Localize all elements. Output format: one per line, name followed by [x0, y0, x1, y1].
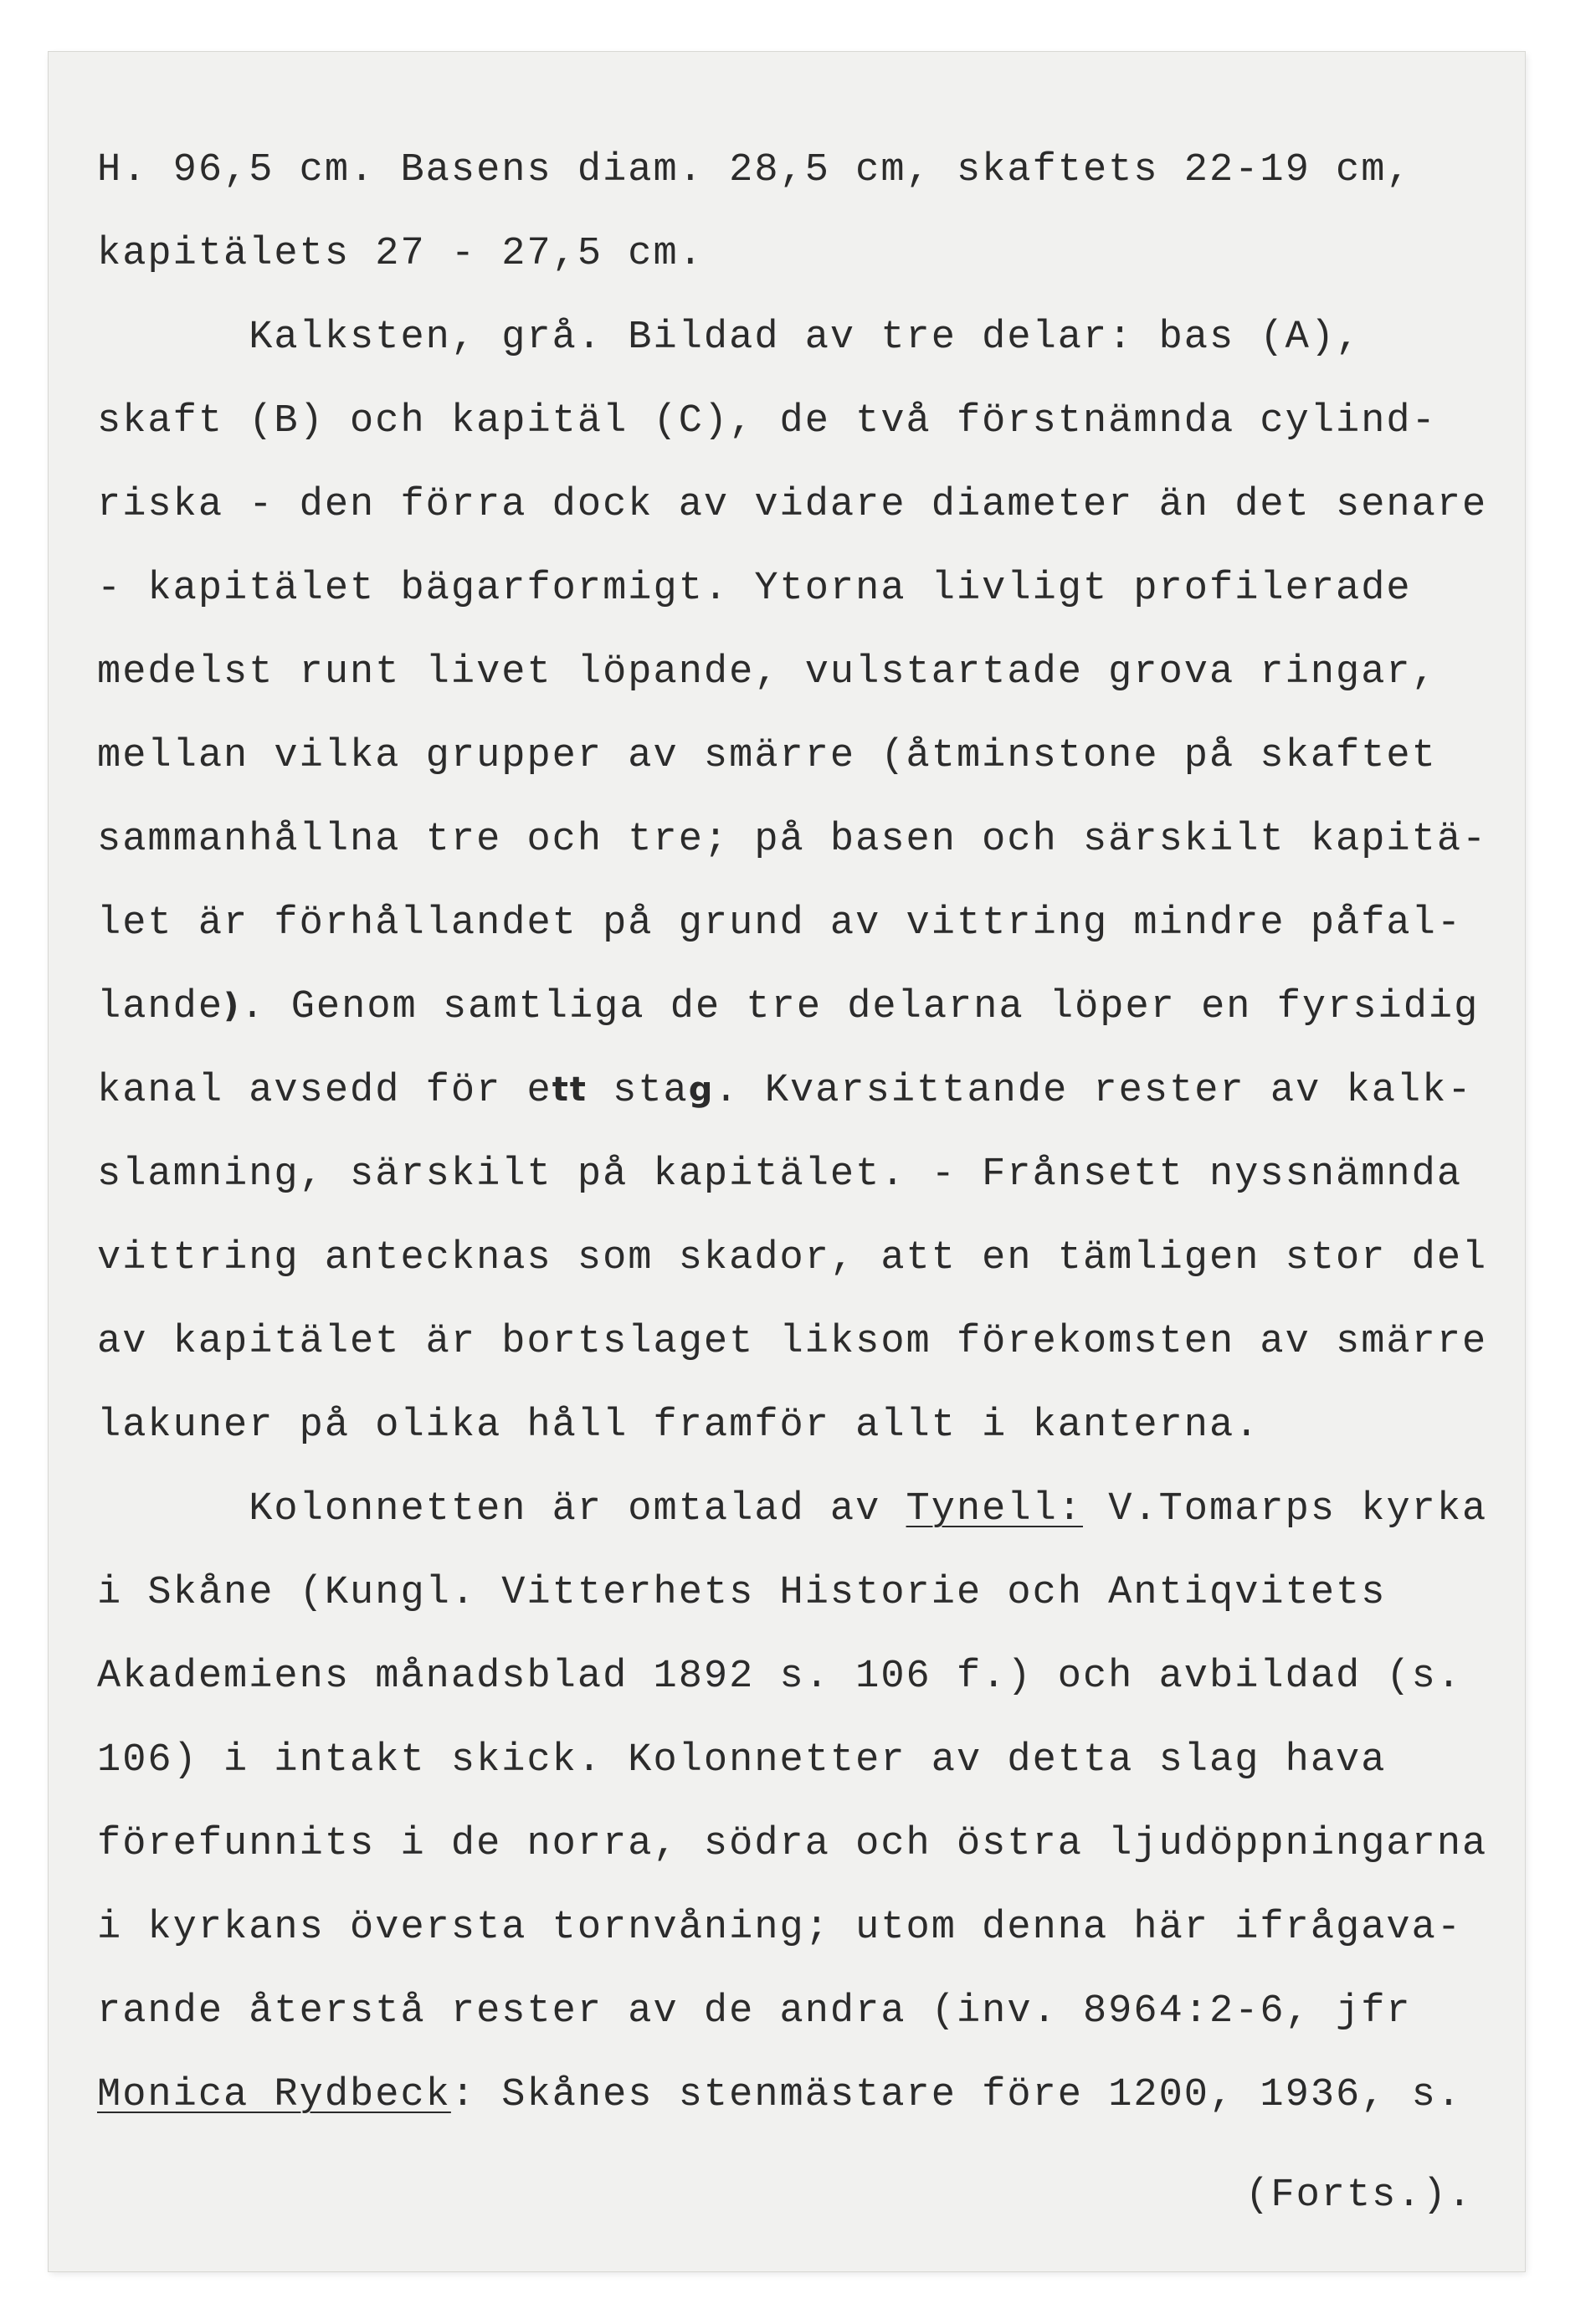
text-line-11 — [97, 985, 1480, 1029]
text-line-8: mellan vilka grupper av smärre (åtminstone på skaftet — [97, 734, 1437, 778]
text-line-4: skaft (B) och kapitäl (C), de två förstnämnda cylind- — [97, 399, 1437, 444]
text-line-21: förefunnits i de norra, södra och östra ljudöppningarna — [97, 1822, 1488, 1866]
para2-line1-rest: V.Tomarps kyrka — [1082, 1487, 1488, 1532]
index-card — [49, 52, 1525, 2271]
line12-start: kanal avsedd för e — [97, 1069, 552, 1113]
line11-rest: . Genom samtliga de tre delarna löper en fyrsidig — [240, 985, 1480, 1029]
text-line-2: kapitälets 27 - 27,5 cm. — [97, 232, 704, 276]
reference-author-rydbeck: Monica Rydbeck — [97, 2073, 451, 2117]
line11-start: lande — [97, 985, 224, 1029]
text-line-10: let är förhållandet på grund av vittring mindre påfal- — [97, 901, 1463, 946]
text-line-7: medelst runt livet löpande, vulstartade grova ringar, — [97, 650, 1437, 695]
text-line-13: slamning, särskilt på kapitälet. - Frånsett nyssnämnda — [97, 1152, 1463, 1197]
text-line-18: i Skåne (Kungl. Vitterhets Historie och Antiqvitets — [97, 1571, 1387, 1615]
text-line-3: Kalksten, grå. Bildad av tre delar: bas (A), — [97, 316, 1362, 360]
text-line-16: lakuner på olika håll framför allt i kanterna. — [97, 1403, 1260, 1448]
handwritten-correction-g: g — [688, 1070, 715, 1109]
text-line-5: riska - den förra dock av vidare diameter än det senare — [97, 483, 1488, 527]
para2-start: Kolonnetten är omtalad av — [97, 1487, 906, 1532]
text-line-24 — [97, 2073, 1463, 2117]
text-line-23: rande återstå rester av de andra (inv. 8964:2-6, jfr — [97, 1989, 1412, 2034]
text-line-9: sammanhållna tre och tre; på basen och särskilt kapitä- — [97, 818, 1488, 862]
text-line-12 — [97, 1071, 1473, 1111]
text-line-19: Akademiens månadsblad 1892 s. 106 f.) och avbildad (s. — [97, 1655, 1463, 1699]
handwritten-correction-tt: tt — [552, 1070, 588, 1109]
reference-author-tynell: Tynell: — [906, 1487, 1083, 1532]
text-line-17 — [97, 1487, 1488, 1532]
text-line-22: i kyrkans översta tornvåning; utom denna här ifrågava- — [97, 1906, 1463, 1950]
handwritten-parenthesis: ) — [223, 987, 241, 1025]
text-line-1: H. 96,5 cm. Basens diam. 28,5 cm, skaftets 22-19 cm, — [97, 148, 1412, 192]
continued-note: (Forts.). — [1245, 2173, 1473, 2218]
text-line-6: - kapitälet bägarformigt. Ytorna livligt profilerade — [97, 567, 1412, 611]
text-line-14: vittring antecknas som skador, att en tämligen stor del — [97, 1236, 1488, 1280]
line12-mid: sta — [587, 1069, 689, 1113]
line12-rest: . Kvarsittande rester av kalk- — [714, 1069, 1473, 1113]
text-line-15: av kapitälet är bortslaget liksom förekomsten av smärre — [97, 1320, 1488, 1364]
last-line-rest: : Skånes stenmästare före 1200, 1936, s. — [450, 2073, 1463, 2117]
text-line-20: 106) i intakt skick. Kolonnetter av detta slag hava — [97, 1738, 1387, 1783]
